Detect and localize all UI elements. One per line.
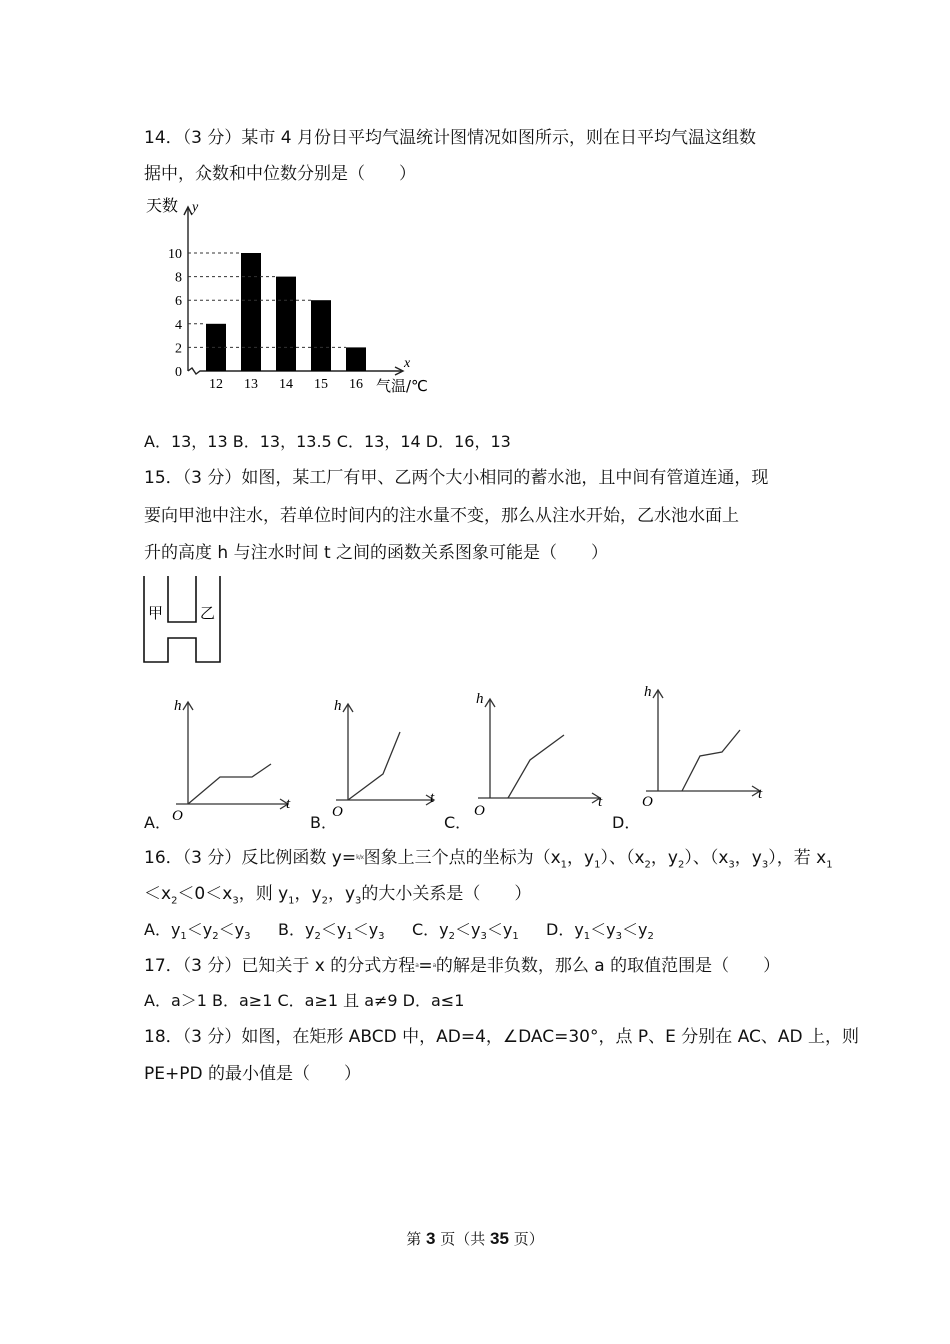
t-axis-label: t <box>598 794 603 810</box>
q17-stem: 17．（3 分）已知关于 x 的分式方程a=a的解是非负数，那么 a 的取值范围是（ ） <box>144 956 781 976</box>
q18-stem-line1: 18．（3 分）如图，在矩形 ABCD 中，AD=4，∠DAC=30°，点 P、E 分别在 AC、AD 上，则 <box>144 1027 860 1047</box>
t-axis-label: t <box>758 786 763 802</box>
q16-stem-line1: 16．（3 分）反比例函数 y=k/x图象上三个点的坐标为（$x_1$，$y_1$）、（$x_2$，$y_2$）、（$x_3$，$y_3$），若 $x_1$ <box>144 848 833 871</box>
page-footer: 第 3 页（共 35 页） <box>406 1229 544 1248</box>
option-d-graph <box>638 680 773 815</box>
tank-label-yi: 乙 <box>200 604 216 622</box>
q16-stem-line2: $<x_2<0<x_3$，则 $y_1$，$y_2$，$y_3$的大小关系是（ ） <box>144 884 532 907</box>
x-tick-label: 16 <box>349 377 363 392</box>
x-axis-variable: x <box>404 356 411 371</box>
y-tick-label: 2 <box>175 341 182 357</box>
h-axis-label: h <box>644 684 652 700</box>
fraction-k-over-x: k/x <box>356 854 364 861</box>
x-tick-label: 14 <box>279 377 293 392</box>
option-a-label: A． <box>144 813 171 832</box>
q17-options: A．a＞1 B．a≥1 C．a≥1 且 a≠9 D．a≤1 <box>144 991 465 1010</box>
x-tick-label: 12 <box>209 377 223 392</box>
option-d-label: D． <box>612 813 641 832</box>
bar-14 <box>276 277 296 371</box>
q18-stem-line2: PE+PD 的最小值是（ ） <box>144 1064 361 1084</box>
t-axis-label: t <box>430 790 435 806</box>
origin-label: O <box>332 804 343 820</box>
q15-stem-line2: 要向甲池中注水，若单位时间内的注水量不变，那么从注水开始，乙水池水面上 <box>144 506 739 526</box>
origin-label: O <box>474 803 485 819</box>
bar-15 <box>311 300 331 371</box>
origin-label: O <box>172 808 183 824</box>
option-c-label: C． <box>444 813 472 832</box>
y-tick-label: 0 <box>175 365 182 380</box>
bar-13 <box>241 253 261 371</box>
x-tick-label: 13 <box>244 377 258 392</box>
q15-stem-line3: 升的高度 h 与注水时间 t 之间的函数关系图象可能是（ ） <box>144 543 609 563</box>
y-tick-label: 6 <box>175 294 182 310</box>
option-b-graph <box>330 692 450 832</box>
temperature-bar-chart <box>140 195 450 400</box>
h-axis-label: h <box>476 691 484 707</box>
q15-stem-line1: 15．（3 分）如图，某工厂有甲、乙两个大小相同的蓄水池，且中间有管道连通，现 <box>144 468 769 488</box>
option-c-graph <box>470 685 610 825</box>
page-number: 3 <box>426 1229 436 1248</box>
q16-option-c: C．$y_2<y_3<y_1$ <box>412 920 519 943</box>
y-axis-label: 天数 <box>146 196 179 215</box>
page-total: 35 <box>490 1229 509 1248</box>
y-axis-variable: y <box>192 200 199 215</box>
option-b-label: B． <box>310 813 337 832</box>
q16-option-d: D．$y_1<y_3<y_2$ <box>546 920 654 943</box>
y-tick-label: 4 <box>175 317 182 333</box>
x-tick-label: 15 <box>314 377 328 392</box>
q14-options: A．13，13 B．13，13.5 C．13，14 D．16，13 <box>144 432 511 451</box>
x-axis-label: 气温/℃ <box>376 377 428 395</box>
q14-stem-line2: 据中，众数和中位数分别是（ ） <box>144 164 416 184</box>
h-axis-label: h <box>174 698 182 714</box>
h-axis-label: h <box>334 698 342 714</box>
q16-option-b: B．$y_2<y_1<y_3$ <box>278 920 385 943</box>
option-a-graph <box>168 692 300 832</box>
y-tick-label: 8 <box>175 270 182 286</box>
tank-label-jia: 甲 <box>148 604 164 622</box>
q14-stem-line1: 14．（3 分）某市 4 月份日平均气温统计图情况如图所示，则在日平均气温这组数 <box>144 128 756 148</box>
t-axis-label: t <box>286 796 291 812</box>
y-tick-label: 10 <box>168 247 182 262</box>
bar-16 <box>346 347 366 371</box>
q16-option-a: A．$y_1<y_2<y_3$ <box>144 920 251 943</box>
connected-tanks-diagram <box>140 572 230 667</box>
origin-label: O <box>642 794 653 810</box>
fraction-expression: a <box>415 962 419 969</box>
